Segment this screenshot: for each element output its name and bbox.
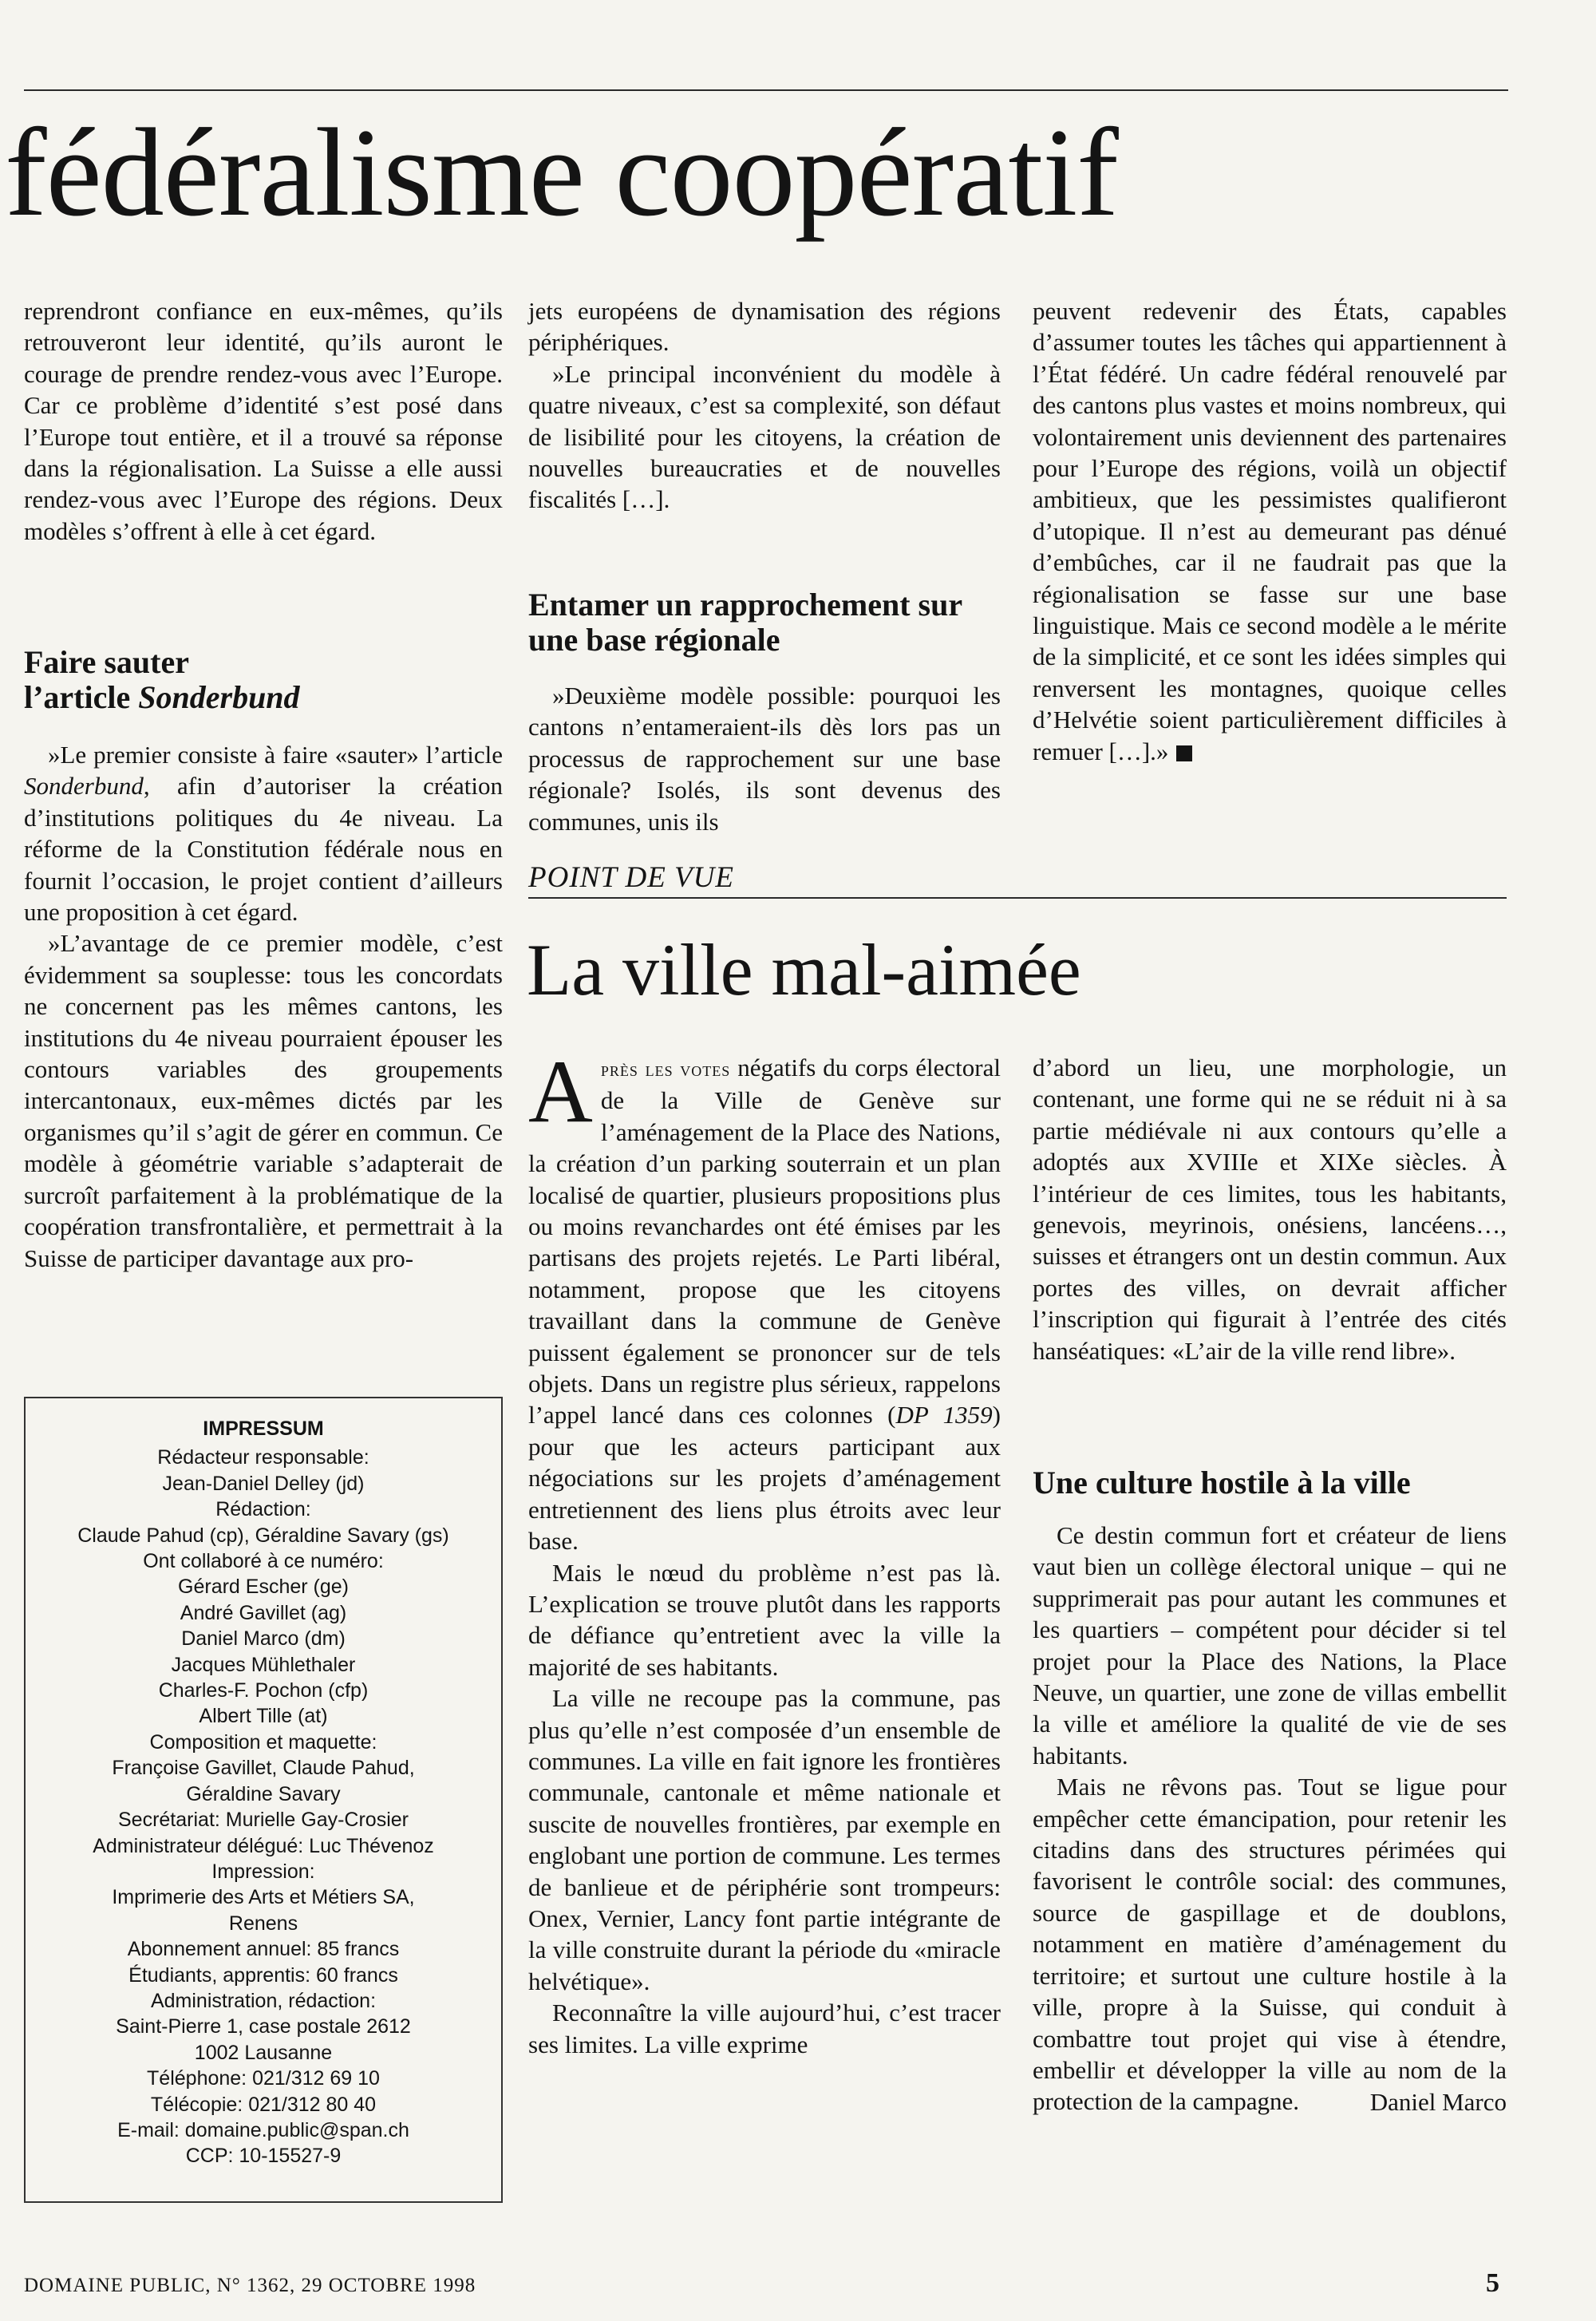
impressum-line: Ont collaboré à ce numéro: <box>143 1550 384 1573</box>
paragraph: »Le premier consiste à faire «sauter» l’article Sonderbund, afin d’autoriser la création d’institutions politiques du 4e niveau. La réforme de la Constitution fédérale nous en fournit l’occasion, le projet contient d’ailleurs une proposition à cet égard. <box>24 741 503 927</box>
rubric-label: POINT DE VUE <box>528 861 734 894</box>
paragraph: Après les votes négatifs du corps électoral de la Ville de Genève sur l’aménagement de la Place des Nations, la création d’un parking souterrain et un plan localisé de quartier, plusieurs propositions plus ou moins revanchardes ont été émises par les partisans des projets rejetés. Le Parti libéral, notamment, propose que les citoyens travaillant dans la commune de Genève puissent également se prononcer sur de tels objets. Dans un registre plus sérieux, rappelons l’appel lancé dans ces colonnes (DP 1359) pour que les acteurs participant aux négociations sur les projets d’aménagement entretiennent des liens plus étroits avec leur base. <box>528 1042 1001 1556</box>
reference: DP 1359 <box>895 1401 993 1429</box>
impressum-line: Albert Tille (at) <box>199 1705 328 1728</box>
impressum-title: IMPRESSUM <box>203 1418 324 1440</box>
impressum-line: Administrateur délégué: Luc Thévenoz <box>93 1834 434 1857</box>
article-column-2-continued <box>528 680 1001 837</box>
paragraph: La ville ne recoupe pas la commune, pas plus qu’elle n’est composée d’un ensemble de communes. La ville en fait ignore les frontières communale, cantonale et même nationale et suscite de nouvelles frontières, par exemple en englobant une portion de commune. Les termes de banlieue et de périphérie sont trompeurs: Onex, Vernier, Lancy font partie intégrante de la ville construite durant la période du «miracle helvétique». <box>528 1684 1001 1995</box>
impressum-line: Étudiants, apprentis: 60 francs <box>128 1963 398 1987</box>
paragraph: Mais ne rêvons pas. Tout se ligue pour empêcher cette émancipation, pour retenir les citadins dans des structures périmées qui favorisent le contrôle social: des communes, source de gaspillage et de doublons, notamment en matière d’aménagement du territoire; et surtout une culture hostile à la ville, propre à la Suisse, qui conduit à combattre tout projet qui vise à étendre, embellir et développer la ville au nom de la protection de la campagne. <box>1033 1773 1507 2116</box>
paragraph: »Le principal inconvénient du modèle à quatre niveaux, c’est sa complexité, son défaut de lisibilité pour les citoyens, la création de nouvelles bureaucraties et de nouvelles fiscalités […]. <box>528 359 1001 514</box>
paragraph: »Deuxième modèle possible: pourquoi les cantons n’entameraient-ils dès lors pas un processus de rapprochement sur une base régionale? Isolés, ils sont devenus des communes, unis ils <box>528 682 1001 836</box>
article-column-1 <box>24 295 503 547</box>
article-headline: fédéralisme coopératif <box>5 103 1118 243</box>
impressum-line: Téléphone: 021/312 69 10 <box>147 2067 380 2090</box>
impressum-line: CCP: 10-15527-9 <box>185 2145 342 2168</box>
opinion-headline: La ville mal-aimée <box>527 929 1081 1010</box>
article-column-3 <box>1033 295 1507 767</box>
paragraph: jets européens de dynamisation des régions périphériques. <box>528 297 1001 357</box>
article-column-1-continued <box>24 739 503 1274</box>
subheading-line: l’article Sonderbund <box>24 679 300 715</box>
subheading-culture: Une culture hostile à la ville <box>1033 1465 1411 1501</box>
subheading-rapprochement: Entamer un rapprochement sur une base régionale <box>528 587 962 658</box>
impressum-line: Claude Pahud (cp), Géraldine Savary (gs) <box>77 1524 449 1547</box>
impressum-line: Rédaction: <box>215 1498 311 1521</box>
opinion-column-1 <box>528 1042 1001 2060</box>
impressum-line: Télécopie: 021/312 80 40 <box>150 2093 377 2116</box>
paragraph: peuvent redevenir des États, capables d’assumer toutes les tâches qui appartiennent à l’État fédéré. Un cadre fédéral renouvelé par des cantons plus vastes et moins nombreux, qui volontairement unis deviennent des partenaires pour l’Europe des régions, voilà un objectif ambitieux, que les pessimistes qualifieront d’utopique. Il n’est au demeurant pas dénué d’embûches, car il ne faudrait pas que la régionalisation se fasse sur une base linguistique. Mais ce second modèle a le mérite de la simplicité, et ce sont les idées simples qui renversent les montagnes, quoique celles d’Helvétie soient particulièrement difficiles à remuer […].» <box>1033 297 1507 765</box>
impressum-line: E-mail: domaine.public@span.ch <box>117 2118 409 2141</box>
drop-cap: A <box>528 1042 593 1141</box>
article-column-2 <box>528 295 1001 516</box>
subheading-line: Faire sauter <box>24 644 189 680</box>
paragraph: Ce destin commun fort et créateur de liens vaut bien un collège électoral unique – qui ne supprimerait pas pour autant les communes et les quartiers – compétent pour décider si tel projet pour la Place des Nations, la Place Neuve, un quartier, une zone de villas embellit la ville et améliore la qualité de vie de ses habitants. <box>1033 1521 1507 1769</box>
impressum-line: Imprimerie des Arts et Métiers SA, <box>112 1886 415 1909</box>
end-of-story-icon <box>1176 745 1192 761</box>
paragraph: Reconnaître la ville aujourd’hui, c’est tracer ses limites. La ville exprime <box>528 1999 1001 2058</box>
paragraph: Mais le nœud du problème n’est pas là. L’explication se trouve plutôt dans les rapports de défiance qu’entretient avec la ville la majorité de ses habitants. <box>528 1558 1001 1681</box>
impressum-line: Secrétariat: Murielle Gay-Crosier <box>118 1809 409 1832</box>
impressum-line: Rédacteur responsable: <box>157 1446 369 1469</box>
impressum-line: Géraldine Savary <box>186 1782 341 1805</box>
impressum-line: Renens <box>228 1912 298 1935</box>
impressum-line: André Gavillet (ag) <box>180 1601 347 1624</box>
impressum-line: Abonnement annuel: 85 francs <box>127 1938 400 1961</box>
impressum-line: Françoise Gavillet, Claude Pahud, <box>112 1757 415 1780</box>
emphasis: Sonderbund <box>24 772 144 801</box>
paragraph: d’abord un lieu, une morphologie, un contenant, une forme qui ne se réduit ni à sa partie médiévale ni aux contours qu’elle a adoptés aux XVIIIe et XIXe siècles. À l’intérieur de ces limites, tous les habitants, genevois, meyrinois, onésiens, lancéens…, suisses et étrangers ont un destin commun. Aux portes des villes, on devrait afficher l’inscription qui figurait à l’entrée des cités hanséatiques: «L’air de la ville rend libre». <box>1033 1054 1507 1365</box>
opinion-column-2 <box>1033 1052 1507 1366</box>
impressum-box <box>24 1397 503 2203</box>
impressum-line: Daniel Marco (dm) <box>181 1627 346 1651</box>
subheading-emphasis: Sonderbund <box>138 679 300 715</box>
subheading-sonderbund <box>24 645 503 715</box>
impressum-line: Administration, rédaction: <box>150 1989 377 2012</box>
opinion-column-2-continued <box>1033 1520 1507 2117</box>
impressum-line: Jean-Daniel Delley (jd) <box>162 1472 365 1495</box>
impressum-line: Jacques Mühlethaler <box>171 1653 356 1676</box>
author-signature: Daniel Marco <box>1369 2087 1507 2116</box>
impressum-line: Charles-F. Pochon (cfp) <box>158 1679 369 1702</box>
rubric-rule <box>528 897 1507 899</box>
impressum-line: Composition et maquette: <box>149 1730 377 1754</box>
impressum-lines <box>26 1445 501 2169</box>
impressum-line: 1002 Lausanne <box>194 2041 333 2064</box>
paragraph: reprendront confiance en eux-mêmes, qu’ils retrouveront leur identité, qu’ils auront le courage de prendre rendez-vous avec l’Europe. Car ce problème d’identité s’est posé dans l’Europe tout entière, et il a trouvé sa réponse dans la régionalisation. La Suisse a elle aussi rendez-vous avec l’Europe des régions. Deux modèles s’offrent à elle à cet égard. <box>24 297 503 545</box>
paragraph: »L’avantage de ce premier modèle, c’est évidemment sa souplesse: tous les concordats ne concernent pas les mêmes cantons, les institutions du 4e niveau pourraient épouser les contours variables des groupements intercantonaux, eux-mêmes dictés par les organismes qu’il s’agit de gérer en commun. Ce modèle à géométrie variable s’adapterait de surcroît parfaitement à la problématique de la coopération transfrontalière, et permettrait à la Suisse de participer davantage aux pro- <box>24 929 503 1272</box>
impressum-line: Impression: <box>211 1860 315 1883</box>
impressum-line: Gérard Escher (ge) <box>178 1576 349 1599</box>
lead-in: près les votes <box>600 1058 731 1081</box>
footer-publication: DOMAINE PUBLIC, N° 1362, 29 OCTOBRE 1998 <box>24 2275 476 2296</box>
top-rule <box>24 89 1508 91</box>
impressum-line: Saint-Pierre 1, case postale 2612 <box>116 2015 411 2038</box>
page-number: 5 <box>1486 2268 1500 2298</box>
